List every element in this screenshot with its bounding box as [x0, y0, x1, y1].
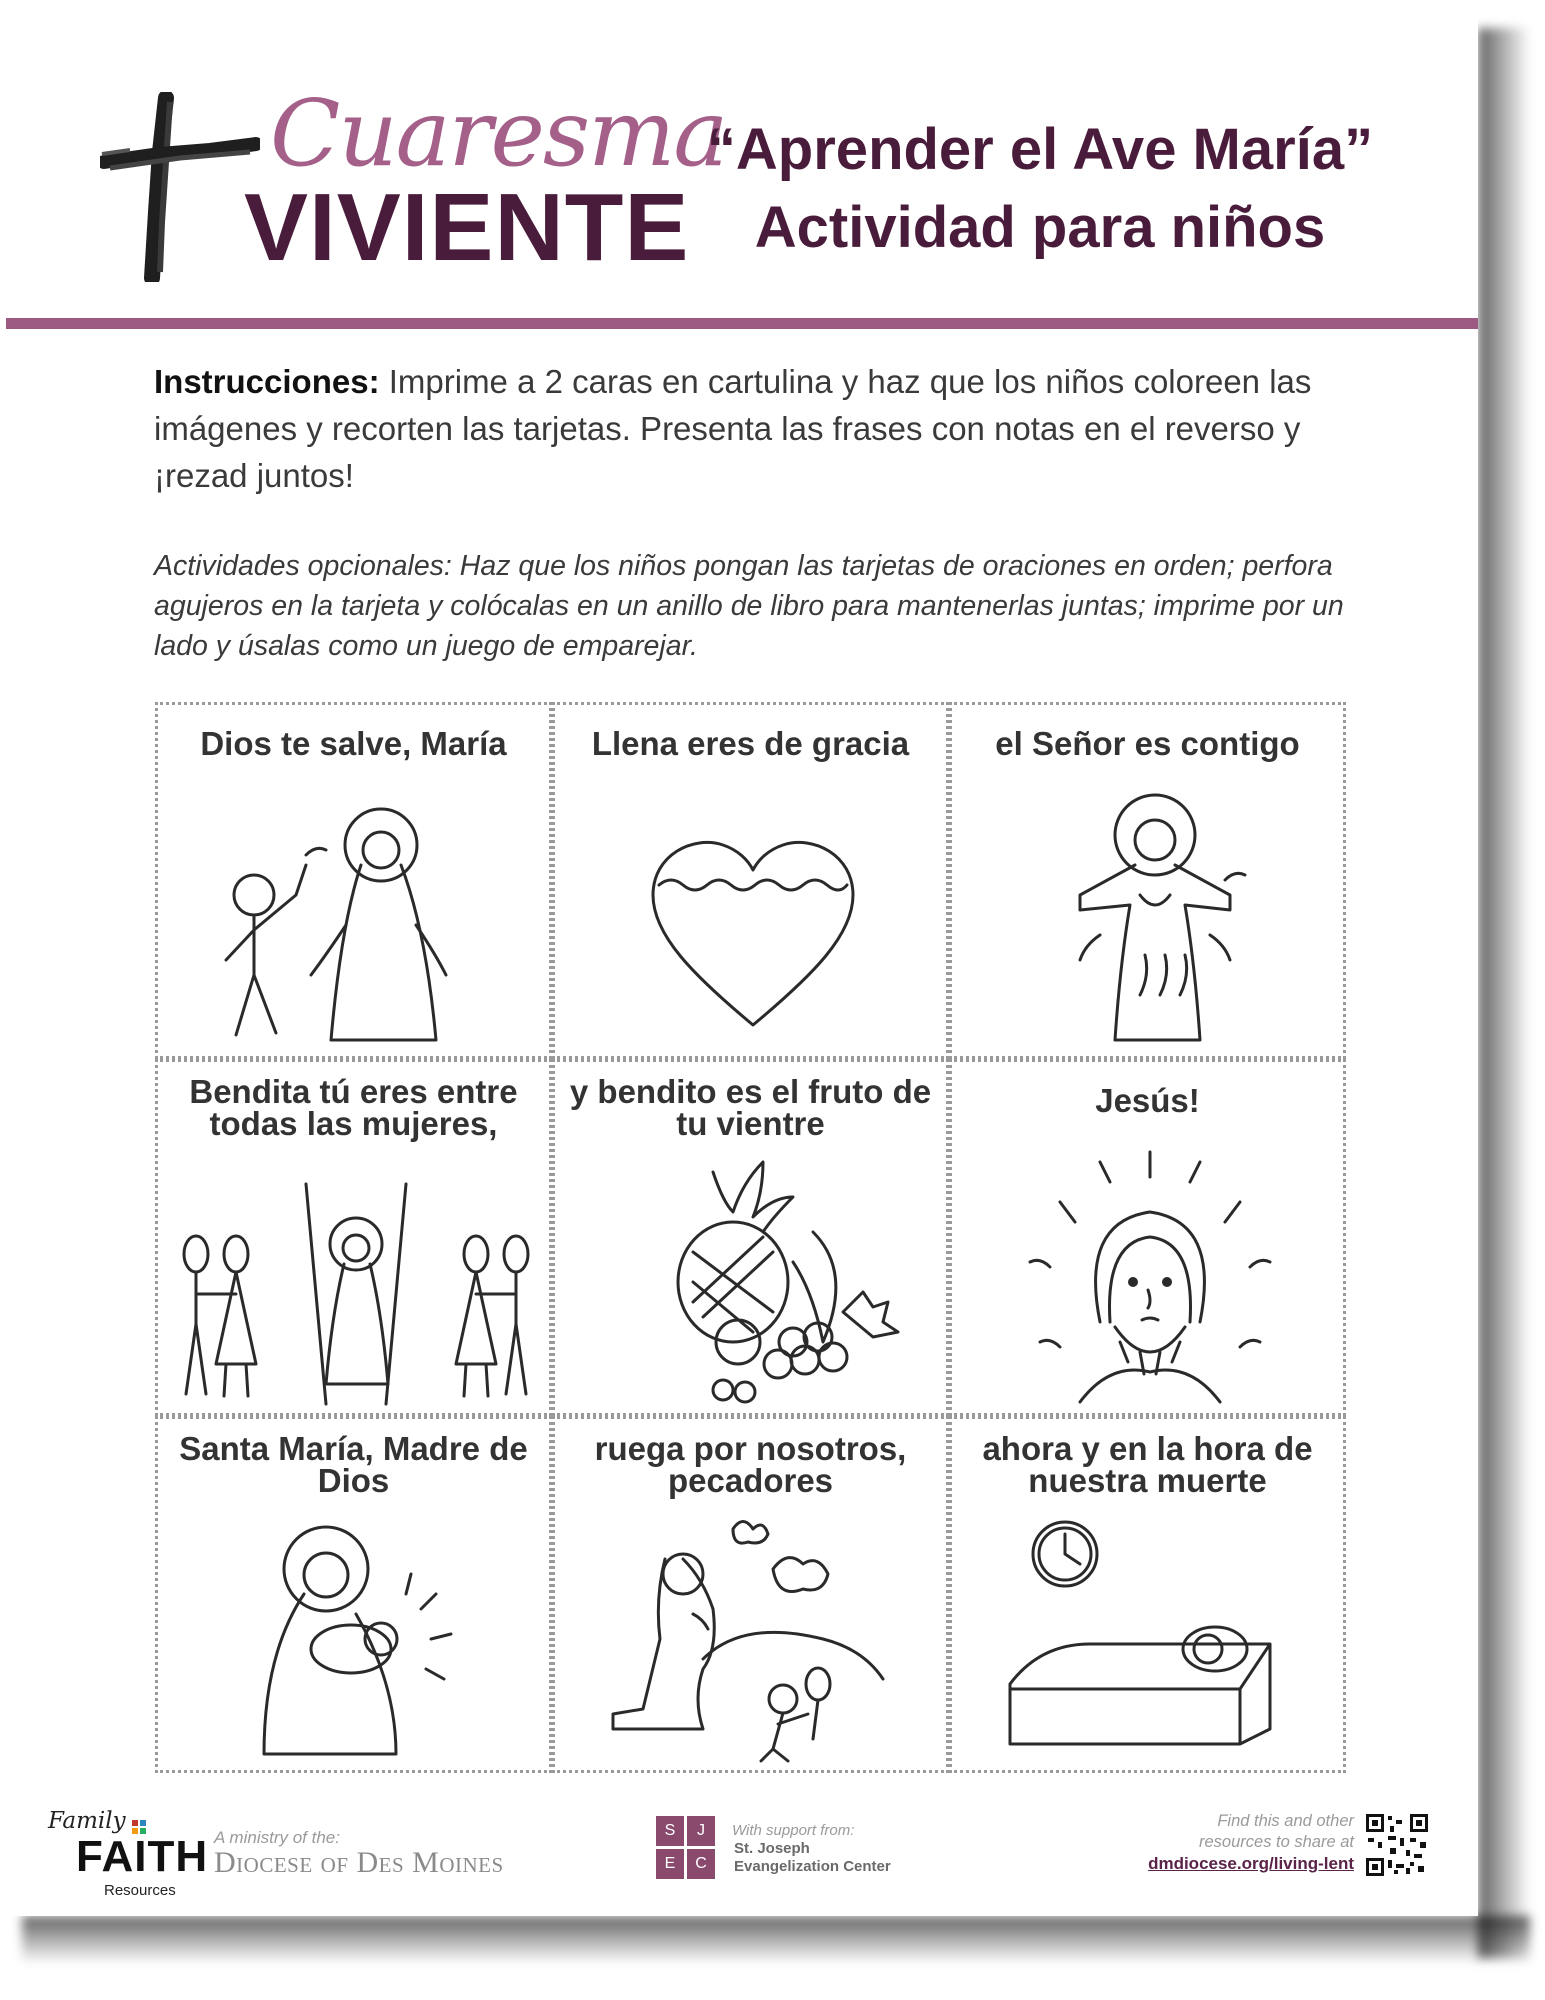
- radiant-mary-illustration: [970, 785, 1330, 1050]
- optional-activities-paragraph: Actividades opcionales: Haz que los niños pongan las tarjetas de oraciones en orden; perfora agujeros en la tarjeta y colócalas en un anillo de libro para mantenerlas juntas; imprime por un lado y úsalas como un juego de emparejar.: [154, 550, 1344, 662]
- prayer-card-5: [552, 1059, 949, 1416]
- mary-holding-baby-illustration: [176, 1499, 536, 1764]
- card-title: ahora y en la hora de nuestra muerte: [982, 1430, 1313, 1499]
- card-title: Jesús!: [1095, 1082, 1200, 1119]
- st-joseph-name-line1: St. Joseph: [734, 1840, 810, 1857]
- prayer-card-3: [949, 702, 1346, 1059]
- family-faith-logo-resources: Resources: [104, 1882, 176, 1899]
- sjec-letter: C: [687, 1849, 715, 1879]
- card-title: Dios te salve, María: [200, 725, 507, 762]
- mary-among-women-illustration: [176, 1174, 536, 1410]
- prayer-card-6: [949, 1059, 1346, 1416]
- sjec-letter: E: [656, 1849, 684, 1879]
- prayer-card-7: [155, 1416, 552, 1773]
- sjec-letter: J: [687, 1816, 715, 1846]
- prayer-card-1: [155, 702, 552, 1059]
- card-title: el Señor es contigo: [995, 725, 1300, 762]
- page-title-line2: Actividad para niños: [754, 195, 1326, 260]
- card-title: ruega por nosotros, pecadores: [594, 1430, 907, 1499]
- diocese-name: Diocese of Des Moines: [214, 1846, 504, 1879]
- logo-word-text: VIVIENTE: [244, 174, 690, 281]
- clock-and-bed-illustration: [970, 1499, 1330, 1764]
- page-title-line1: “Aprender el Ave María”: [706, 117, 1374, 182]
- prayer-card-4: [155, 1059, 552, 1416]
- card-title: Llena eres de gracia: [591, 725, 910, 762]
- card-title: Santa María, Madre de Dios: [179, 1430, 528, 1499]
- find-resources-line2: resources to share at: [1199, 1833, 1354, 1851]
- living-lent-link[interactable]: dmdiocese.org/living-lent: [1148, 1854, 1354, 1873]
- support-label: With support from:: [732, 1822, 855, 1839]
- card-title: Bendita tú eres entre todas las mujeres,: [189, 1073, 518, 1142]
- page-shadow-bottom: [22, 1916, 1530, 1964]
- jesus-face-illustration: [970, 1142, 1330, 1407]
- prayer-card-8: [552, 1416, 949, 1773]
- sjec-letter: S: [656, 1816, 684, 1846]
- logo-script-text: Cuaresma: [270, 80, 727, 187]
- prayer-card-grid: [155, 702, 1349, 1774]
- fruit-basket-illustration: [573, 1142, 933, 1407]
- family-faith-logo-faith: FAITH: [76, 1832, 209, 1881]
- prayer-card-2: [552, 702, 949, 1059]
- card-title: y bendito es el fruto de tu vientre: [569, 1073, 932, 1142]
- family-faith-logo-family: Family: [48, 1808, 126, 1834]
- header-divider: [6, 318, 1478, 329]
- mary-praying-illustration: [573, 1499, 933, 1764]
- sjec-logo: [656, 1816, 716, 1880]
- find-resources-line1: Find this and other: [1217, 1812, 1354, 1830]
- st-joseph-name-line2: Evangelization Center: [734, 1858, 891, 1875]
- prayer-card-9: [949, 1416, 1346, 1773]
- child-waving-to-mary-illustration: [176, 785, 536, 1050]
- heart-with-water-illustration: [573, 785, 933, 1050]
- ministry-label: A ministry of the:: [214, 1828, 340, 1847]
- ash-cross-icon: [100, 92, 260, 282]
- instructions-label: Instrucciones:: [154, 363, 380, 400]
- instructions-text: Imprime a 2 caras en cartulina y haz que los niños coloreen las imágenes y recorten las tarjetas. Presenta las frases con notas en el reverso y ¡rezad juntos!: [154, 363, 1312, 494]
- page-shadow-right: [1478, 28, 1530, 1958]
- qr-code-icon[interactable]: [1366, 1814, 1428, 1876]
- instructions-paragraph: [154, 358, 1364, 499]
